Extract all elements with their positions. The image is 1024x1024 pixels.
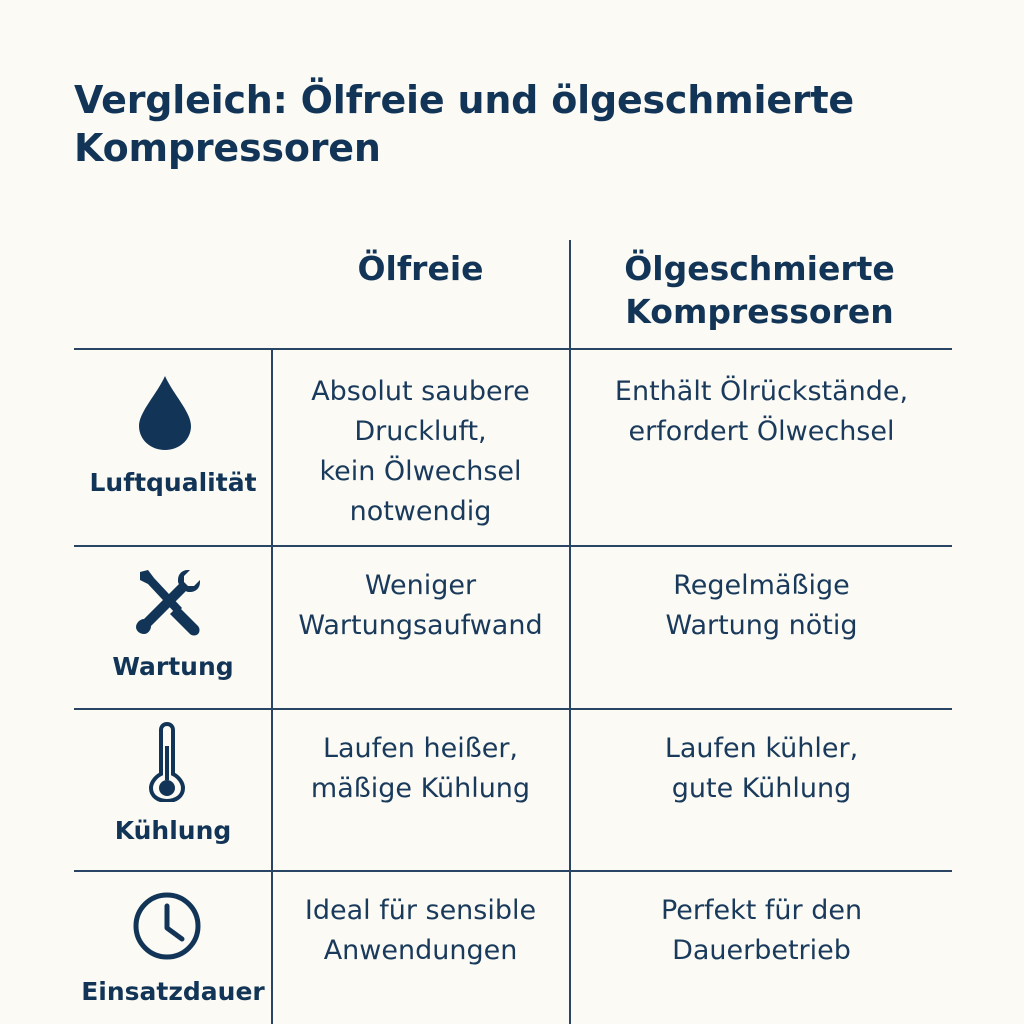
- row-label-wartung: Wartung: [112, 652, 234, 681]
- cell-luftqualitaet-oilfree: Absolut saubere Druckluft, kein Ölwechsel notwendig: [311, 376, 530, 527]
- cell-wartung-oiled: Regelmäßige Wartung nötig: [665, 570, 858, 641]
- cell-kuehlung-oiled: Laufen kühler, gute Kühlung: [664, 733, 859, 804]
- page-title: Vergleich: Ölfreie und ölgeschmierte Kompressoren: [74, 78, 854, 170]
- cell-einsatzdauer-oilfree: Ideal für sensible Anwendungen: [304, 895, 537, 966]
- clock-icon: [132, 891, 202, 961]
- row-divider: [74, 545, 952, 547]
- cell-einsatzdauer-oiled: Perfekt für den Dauerbetrieb: [660, 895, 863, 966]
- drop-icon: [135, 372, 195, 452]
- row-divider: [74, 870, 952, 872]
- cell-wartung-oilfree: Weniger Wartungsaufwand: [298, 570, 543, 641]
- row-label-einsatzdauer: Einsatzdauer: [81, 977, 265, 1006]
- row-divider: [74, 708, 952, 710]
- cell-kuehlung-oilfree: Laufen heißer, mäßige Kühlung: [310, 733, 531, 804]
- row-label-luftqualitaet: Luftqualität: [89, 468, 257, 497]
- column-header-oilfree: Ölfreie: [357, 249, 484, 288]
- thermometer-icon: [147, 722, 187, 802]
- cell-luftqualitaet-oiled: Enthält Ölrückstände, erfordert Ölwechsel: [614, 376, 909, 447]
- column-header-oiled: Ölgeschmierte Kompressoren: [624, 249, 895, 331]
- wrench-screwdriver-icon: [132, 566, 204, 638]
- row-label-kuehlung: Kühlung: [114, 816, 232, 845]
- row-divider: [74, 348, 952, 350]
